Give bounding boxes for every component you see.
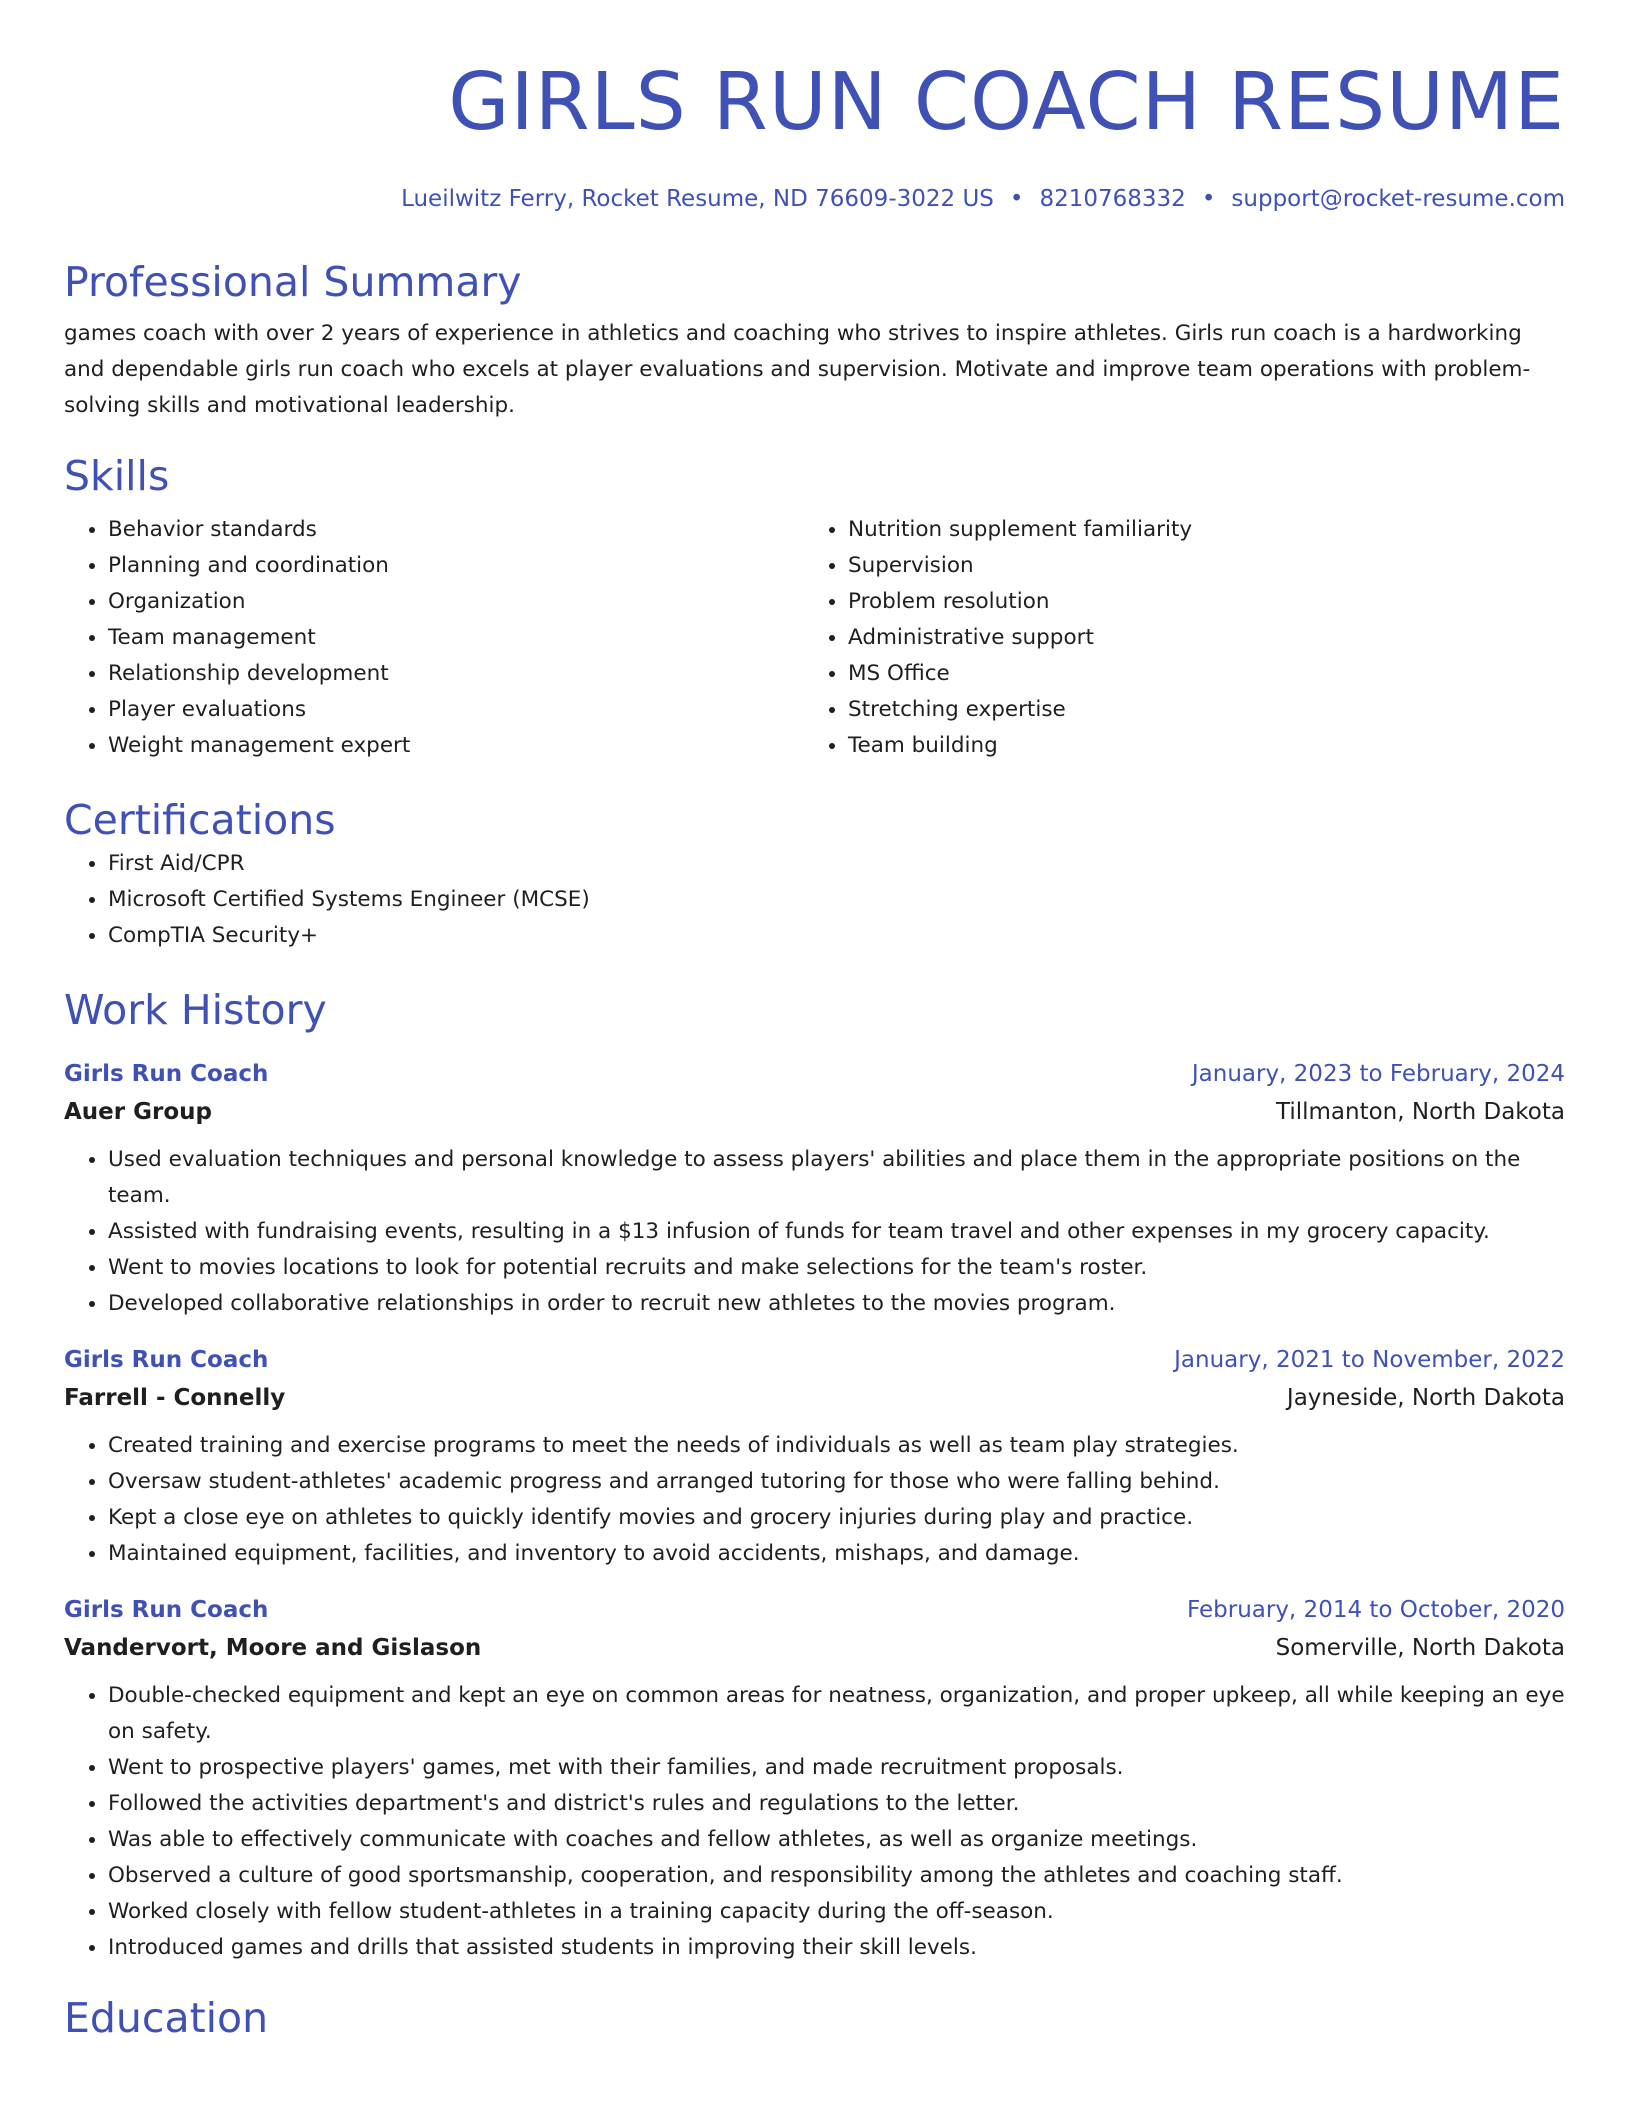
job-dates: January, 2021 to November, 2022 bbox=[1174, 1347, 1565, 1373]
job-entry bbox=[64, 1342, 1565, 1572]
job-header-row bbox=[64, 1342, 1565, 1378]
job-bullet: • Went to prospective players' games, met with their families, and made recruitment proposals. bbox=[108, 1750, 1565, 1786]
contact-phone[interactable]: 8210768332 bbox=[1039, 186, 1186, 212]
contact-line bbox=[64, 184, 1565, 214]
job-bullet: • Was able to effectively communicate with coaches and fellow athletes, as well as organize meetings. bbox=[108, 1822, 1565, 1858]
job-header-row bbox=[64, 1592, 1565, 1628]
job-role: Girls Run Coach bbox=[64, 1347, 269, 1373]
skill-item: • Team building bbox=[848, 728, 1565, 764]
job-bullet: • Used evaluation techniques and personal knowledge to assess players' abilities and place them in the appropriate positions on the team. bbox=[108, 1142, 1565, 1214]
skill-item: • Behavior standards bbox=[108, 512, 804, 548]
job-bullet: • Oversaw student-athletes' academic progress and arranged tutoring for those who were falling behind. bbox=[108, 1464, 1565, 1500]
job-bullet: • Followed the activities department's and district's rules and regulations to the letter. bbox=[108, 1786, 1565, 1822]
summary-heading: Professional Summary bbox=[64, 258, 522, 306]
job-role: Girls Run Coach bbox=[64, 1061, 269, 1087]
certifications-list bbox=[64, 846, 1565, 954]
contact-address: Lueilwitz Ferry, Rocket Resume, ND 76609-3022 US bbox=[401, 186, 994, 212]
certification-item: • CompTIA Security+ bbox=[108, 918, 1565, 954]
skill-item: • Administrative support bbox=[848, 620, 1565, 656]
skills-heading: Skills bbox=[64, 452, 170, 500]
contact-separator: • bbox=[1009, 186, 1024, 212]
resume-title: GIRLS RUN COACH RESUME bbox=[448, 56, 1565, 148]
job-entry bbox=[64, 1592, 1565, 1966]
job-bullet: • Developed collaborative relationships in order to recruit new athletes to the movies program. bbox=[108, 1286, 1565, 1322]
work-history-heading: Work History bbox=[64, 986, 327, 1034]
job-company: Auer Group bbox=[64, 1099, 212, 1125]
skill-item: • Nutrition supplement familiarity bbox=[848, 512, 1565, 548]
job-header-row bbox=[64, 1056, 1565, 1092]
job-bullets bbox=[64, 1678, 1565, 1966]
job-bullet: • Introduced games and drills that assisted students in improving their skill levels. bbox=[108, 1930, 1565, 1966]
job-company-row bbox=[64, 1628, 1565, 1668]
job-bullets bbox=[64, 1428, 1565, 1572]
job-bullet: • Observed a culture of good sportsmanship, cooperation, and responsibility among the athletes and coaching staff. bbox=[108, 1858, 1565, 1894]
job-bullet: • Double-checked equipment and kept an eye on common areas for neatness, organization, and proper upkeep, all while keeping an eye on safety. bbox=[108, 1678, 1565, 1750]
job-bullet: • Kept a close eye on athletes to quickly identify movies and grocery injuries during play and practice. bbox=[108, 1500, 1565, 1536]
job-company-row bbox=[64, 1378, 1565, 1418]
skill-item: • Problem resolution bbox=[848, 584, 1565, 620]
contact-email[interactable]: support@rocket-resume.com bbox=[1231, 186, 1565, 212]
skill-item: • Planning and coordination bbox=[108, 548, 804, 584]
job-location: Jayneside, North Dakota bbox=[1286, 1385, 1565, 1411]
skill-item: • Relationship development bbox=[108, 656, 804, 692]
skill-item: • Supervision bbox=[848, 548, 1565, 584]
job-company-row bbox=[64, 1092, 1565, 1132]
job-location: Somerville, North Dakota bbox=[1275, 1635, 1565, 1661]
certification-item: • First Aid/CPR bbox=[108, 846, 1565, 882]
job-bullets bbox=[64, 1142, 1565, 1322]
job-bullet: • Assisted with fundraising events, resulting in a $13 infusion of funds for team travel and other expenses in my grocery capacity. bbox=[108, 1214, 1565, 1250]
skills-list-right bbox=[804, 512, 1565, 764]
job-dates: February, 2014 to October, 2020 bbox=[1187, 1597, 1565, 1623]
skill-item: • Team management bbox=[108, 620, 804, 656]
job-bullet: • Worked closely with fellow student-athletes in a training capacity during the off-season. bbox=[108, 1894, 1565, 1930]
job-entry bbox=[64, 1056, 1565, 1322]
summary-text: games coach with over 2 years of experience in athletics and coaching who strives to inspire athletes. Girls run coach is a hardworking and dependable girls run coach who excels at player evaluations and supervision. Motivate and improve team operations with problem-solving skills and motivational leadership. bbox=[64, 321, 1531, 418]
job-location: Tillmanton, North Dakota bbox=[1275, 1099, 1565, 1125]
job-dates: January, 2023 to February, 2024 bbox=[1191, 1061, 1565, 1087]
job-bullet: • Went to movies locations to look for potential recruits and make selections for the team's roster. bbox=[108, 1250, 1565, 1286]
skill-item: • Stretching expertise bbox=[848, 692, 1565, 728]
job-bullet: • Created training and exercise programs to meet the needs of individuals as well as team play strategies. bbox=[108, 1428, 1565, 1464]
contact-separator: • bbox=[1201, 186, 1216, 212]
skill-item: • Player evaluations bbox=[108, 692, 804, 728]
job-role: Girls Run Coach bbox=[64, 1597, 269, 1623]
certifications-heading: Certifications bbox=[64, 796, 336, 844]
skills-list-left bbox=[64, 512, 804, 764]
certification-item: • Microsoft Certified Systems Engineer (MCSE) bbox=[108, 882, 1565, 918]
job-company: Farrell - Connelly bbox=[64, 1385, 286, 1411]
skills-grid bbox=[64, 512, 1565, 764]
job-company: Vandervort, Moore and Gislason bbox=[64, 1635, 482, 1661]
job-bullet: • Maintained equipment, facilities, and inventory to avoid accidents, mishaps, and damage. bbox=[108, 1536, 1565, 1572]
skill-item: • MS Office bbox=[848, 656, 1565, 692]
skill-item: • Weight management expert bbox=[108, 728, 804, 764]
skill-item: • Organization bbox=[108, 584, 804, 620]
education-heading: Education bbox=[64, 1994, 269, 2042]
